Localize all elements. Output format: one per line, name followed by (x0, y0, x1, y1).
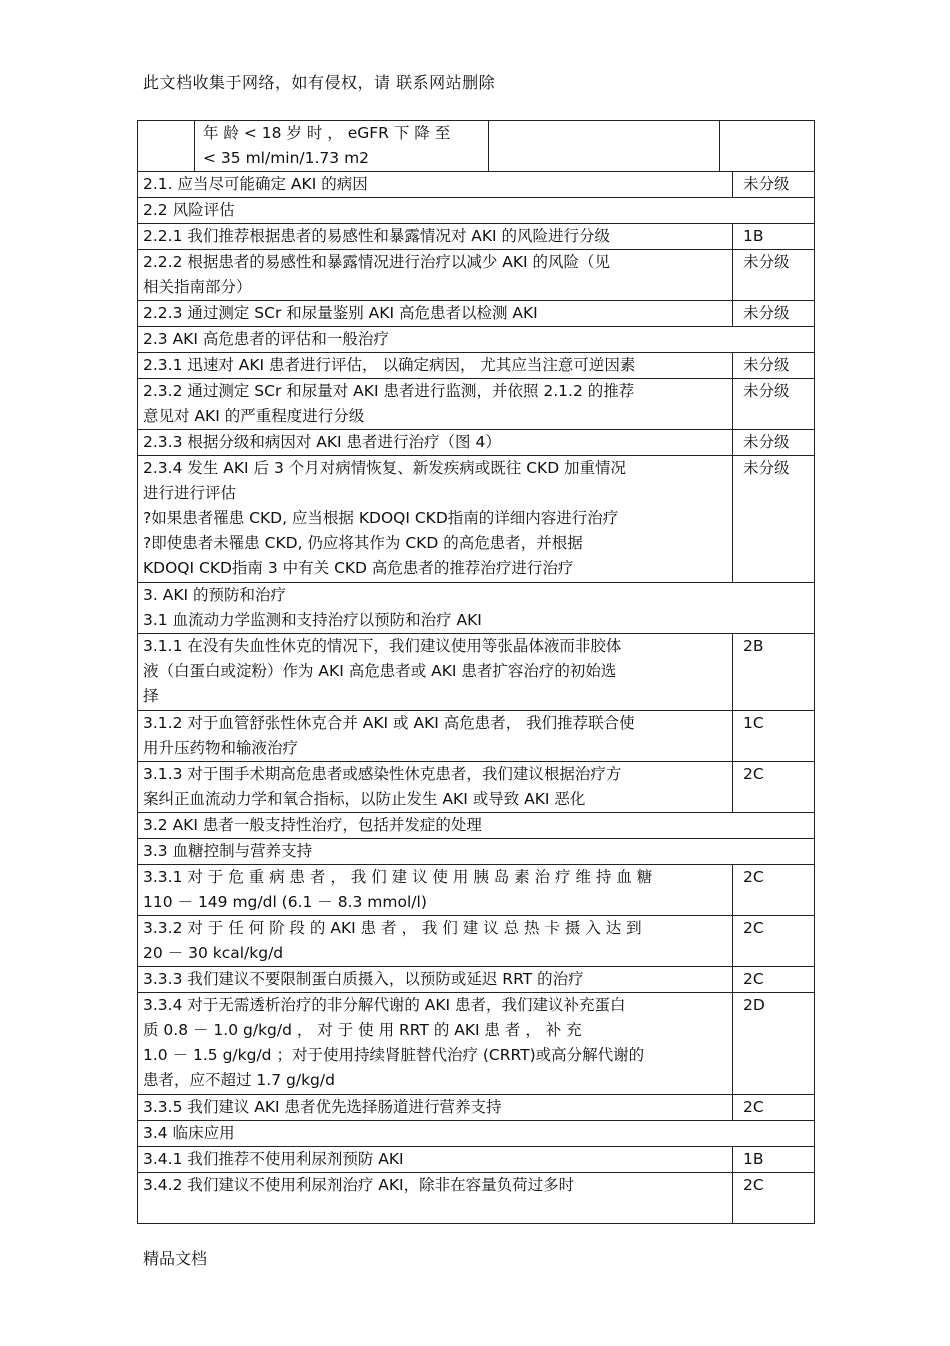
evidence-grade: 未分级 (732, 353, 814, 378)
recommendation-text (138, 430, 732, 455)
table-row (138, 456, 814, 583)
table-row (138, 916, 814, 967)
recommendation-text (138, 172, 732, 197)
cell-line: 案纠正血流动力学和氧合指标，以防止发生 AKI 或导致 AKI 恶化 (143, 790, 586, 808)
recommendation-text (138, 198, 814, 223)
cell-line: 2.3.1 迅速对 AKI 患者进行评估， 以确定病因， 尤其应当注意可逆因素 (143, 356, 636, 374)
table-row (138, 813, 814, 839)
page-footer-note: 精品文档 (143, 1249, 208, 1268)
cell-line: 3.3.4 对于无需透析治疗的非分解代谢的 AKI 患者，我们建议补充蛋白 (143, 996, 626, 1014)
table-row (138, 865, 814, 916)
cell-line: 3.4.1 我们推荐不使用利尿剂预防 AKI (143, 1150, 404, 1168)
cell-line: 用升压药物和输液治疗 (143, 739, 299, 757)
cell-line: 意见对 AKI 的严重程度进行分级 (143, 407, 365, 425)
cell-line: 质 0.8 － 1.0 g/kg/d ， 对 于 使 用 RRT 的 AKI 患 者 ， 补 充 (143, 1021, 582, 1039)
cell-line: 进行进行评估 (143, 484, 237, 502)
recommendation-text (138, 1173, 732, 1223)
table-row (138, 1147, 814, 1173)
recommendation-text (138, 634, 732, 710)
table-row (138, 711, 814, 762)
cell-line: 2.2.2 根据患者的易感性和暴露情况进行治疗以减少 AKI 的风险（见 (143, 253, 611, 271)
table-row (138, 301, 814, 327)
cell-line: 20 － 30 kcal/kg/d (143, 944, 284, 962)
table-row (138, 1173, 814, 1224)
cell-line: 2.1. 应当尽可能确定 AKI 的病因 (143, 175, 368, 193)
table-row-top-fragment (138, 121, 814, 172)
recommendation-text (138, 967, 732, 992)
recommendation-text (138, 865, 732, 915)
cell-line: 3.4.2 我们建议不使用利尿剂治疗 AKI，除非在容量负荷过多时 (143, 1176, 575, 1194)
cell-line: 2.2 风险评估 (143, 201, 235, 219)
cell-line: 择 (143, 687, 159, 705)
table-row (138, 198, 814, 224)
evidence-grade: 2C (732, 762, 814, 812)
evidence-grade: 2C (732, 967, 814, 992)
evidence-grade: 2C (732, 865, 814, 915)
cell-line: 3.1 血流动力学监测和支持治疗以预防和治疗 AKI (143, 611, 482, 629)
evidence-grade: 2B (732, 634, 814, 710)
table-row (138, 583, 814, 634)
cell-line: 3.3.5 我们建议 AKI 患者优先选择肠道进行营养支持 (143, 1098, 502, 1116)
table-row (138, 634, 814, 711)
guideline-table (137, 120, 815, 1224)
cell-line: 2.2.1 我们推荐根据患者的易感性和暴露情况对 AKI 的风险进行分级 (143, 227, 611, 245)
age-criteria-cell (195, 121, 489, 171)
empty-cell (138, 121, 195, 171)
evidence-grade: 2C (732, 1095, 814, 1120)
cell-line: 2.2.3 通过测定 SCr 和尿量鉴别 AKI 高危患者以检测 AKI (143, 304, 538, 322)
table-row (138, 967, 814, 993)
recommendation-text (138, 224, 732, 249)
cell-line: 3.3 血糖控制与营养支持 (143, 842, 313, 860)
cell-line: 3.2 AKI 患者一般支持性治疗，包括并发症的处理 (143, 816, 482, 834)
evidence-grade: 未分级 (732, 250, 814, 300)
cell-line: 3.1.1 在没有失血性休克的情况下，我们建议使用等张晶体液而非胶体 (143, 637, 622, 655)
table-row (138, 327, 814, 353)
table-row (138, 1095, 814, 1121)
recommendation-text (138, 813, 814, 838)
recommendation-text (138, 301, 732, 326)
evidence-grade: 未分级 (732, 456, 814, 582)
cell-line: 3. AKI 的预防和治疗 (143, 586, 286, 604)
recommendation-text (138, 1121, 814, 1146)
cell-line: 110 － 149 mg/dl (6.1 － 8.3 mmol/l) (143, 893, 427, 911)
evidence-grade: 1B (732, 1147, 814, 1172)
evidence-grade: 未分级 (732, 172, 814, 197)
recommendation-text (138, 456, 732, 582)
table-row (138, 172, 814, 198)
evidence-grade: 1B (732, 224, 814, 249)
cell-line: 3.3.3 我们建议不要限制蛋白质摄入，以预防或延迟 RRT 的治疗 (143, 970, 584, 988)
cell-line: ?即使患者未罹患 CKD, 仍应将其作为 CKD 的高危患者，并根据 (143, 534, 583, 552)
recommendation-text (138, 993, 732, 1094)
cell-line: 2.3.3 根据分级和病因对 AKI 患者进行治疗（图 4） (143, 433, 501, 451)
cell-line: < 35 ml/min/1.73 m2 (203, 149, 370, 167)
evidence-grade: 1C (732, 711, 814, 761)
evidence-grade: 2C (732, 916, 814, 966)
cell-line: 患者，应不超过 1.7 g/kg/d (143, 1071, 335, 1089)
recommendation-text (138, 327, 814, 352)
cell-line: 2.3.2 通过测定 SCr 和尿量对 AKI 患者进行监测，并依照 2.1.2 的推荐 (143, 382, 635, 400)
recommendation-text (138, 353, 732, 378)
cell-line: 1.0 － 1.5 g/kg/d ；对于使用持续肾脏替代治疗 (CRRT)或高分解代谢的 (143, 1046, 645, 1064)
table-row (138, 224, 814, 250)
recommendation-text (138, 839, 814, 864)
recommendation-text (138, 762, 732, 812)
cell-line: 3.3.2 对 于 任 何 阶 段 的 AKI 患 者 ， 我 们 建 议 总 热 卡 摄 入 达 到 (143, 919, 642, 937)
table-row (138, 250, 814, 301)
cell-line: KDOQI CKD指南 3 中有关 CKD 高危患者的推荐治疗进行治疗 (143, 559, 574, 577)
cell-line: ?如果患者罹患 CKD, 应当根据 KDOQI CKD指南的详细内容进行治疗 (143, 509, 619, 527)
recommendation-text (138, 711, 732, 761)
cell-line: 3.3.1 对 于 危 重 病 患 者 ， 我 们 建 议 使 用 胰 岛 素 治 疗 维 持 血 糖 (143, 868, 653, 886)
recommendation-text (138, 379, 732, 429)
table-row (138, 379, 814, 430)
recommendation-text (138, 1147, 732, 1172)
table-row (138, 430, 814, 456)
recommendation-text (138, 1095, 732, 1120)
recommendation-text (138, 583, 814, 633)
cell-line: 3.1.3 对于围手术期高危患者或感染性休克患者，我们建议根据治疗方 (143, 765, 622, 783)
cell-line: 3.1.2 对于血管舒张性休克合并 AKI 或 AKI 高危患者， 我们推荐联合使 (143, 714, 635, 732)
evidence-grade: 未分级 (732, 379, 814, 429)
table-row (138, 762, 814, 813)
table-body (138, 172, 814, 1224)
empty-cell (720, 121, 814, 171)
cell-line: 2.3 AKI 高危患者的评估和一般治疗 (143, 330, 389, 348)
cell-line: 年 龄 < 18 岁 时 ， eGFR 下 降 至 (203, 124, 451, 142)
evidence-grade: 2C (732, 1173, 814, 1223)
cell-line: 相关指南部分） (143, 278, 252, 296)
empty-cell (489, 121, 720, 171)
recommendation-text (138, 916, 732, 966)
cell-line: 2.3.4 发生 AKI 后 3 个月对病情恢复、新发疾病或既往 CKD 加重情况 (143, 459, 627, 477)
table-row (138, 993, 814, 1095)
evidence-grade: 2D (732, 993, 814, 1094)
table-row (138, 839, 814, 865)
table-row (138, 1121, 814, 1147)
cell-line: 液（白蛋白或淀粉）作为 AKI 高危患者或 AKI 患者扩容治疗的初始选 (143, 662, 617, 680)
evidence-grade: 未分级 (732, 430, 814, 455)
cell-line: 3.4 临床应用 (143, 1124, 235, 1142)
page-header-note: 此文档收集于网络，如有侵权，请 联系网站删除 (143, 73, 496, 92)
evidence-grade: 未分级 (732, 301, 814, 326)
recommendation-text (138, 250, 732, 300)
table-row (138, 353, 814, 379)
